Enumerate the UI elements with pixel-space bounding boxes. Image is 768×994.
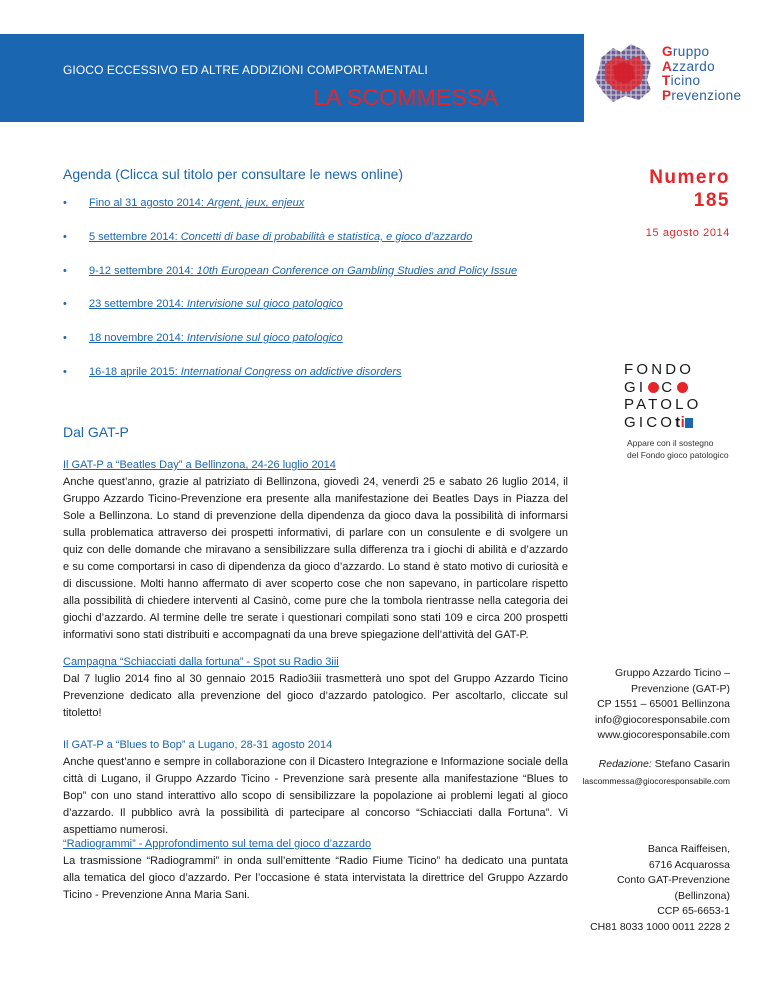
agenda-link[interactable]: Fino al 31 agosto 2014: Argent, jeux, enjeux bbox=[89, 197, 305, 209]
agenda-item bbox=[63, 197, 517, 231]
red-dot-icon bbox=[648, 382, 659, 393]
agenda-item bbox=[63, 231, 517, 265]
contact-email[interactable]: info@giocoresponsabile.com bbox=[595, 713, 730, 726]
article-body: Anche quest’anno, grazie al patriziato di Bellinzona, giovedì 24, venerdì 25 e sabato 26 luglio 2014, il Gruppo Azzardo Ticino-Prevenzione era presente alla manifestazione dei Beatles Days in Piazza del Sole a Bellinzona. Lo stand di prevenzione della dipendenza da gioco dava la possibilità di informarsi sulla problematica attraverso dei prospetti informativi, di parlare con un consulente e di svolgere un quiz con delle domande che miravano a sensibilizzare sulla differenza tra i giochi di abilità e d’azzardo e su come comportarsi in caso di dipendenza da gioco d’azzardo. Lo stand è stato motivo di curiosità e di discussione. Molti hanno affermato di aver scoperto cose che non sapevano, in particolare rispetto alla possibilità di chiedere interventi al Casinò, come pure che la tombola rientrasse nella categoria dei giochi d’azzardo. Al termine delle tre serate i questionari compilati sono stati 109 e circa 200 prospetti informativi sono stati distribuiti e accompagnati da una breve spiegazione dell’attività del GAT-P. bbox=[63, 476, 568, 641]
logo-line: Prevenzione bbox=[662, 87, 742, 103]
fondo-caption: Appare con il sostegno del Fondo gioco patologico bbox=[627, 438, 729, 460]
section-heading: Dal GAT-P bbox=[63, 424, 129, 440]
bullet: • bbox=[63, 264, 67, 277]
issue-value: 185 bbox=[693, 190, 730, 211]
article-title-link[interactable]: “Radiogrammi” - Approfondimento sul tema del gioco d’azzardo bbox=[63, 838, 372, 850]
agenda-list bbox=[63, 197, 517, 400]
logo-line: Azzardo bbox=[662, 58, 716, 74]
issue-label: Numero bbox=[649, 167, 730, 188]
gatp-logo-icon bbox=[591, 40, 655, 104]
bullet: • bbox=[63, 332, 67, 345]
article-body: Dal 7 luglio 2014 fino al 30 gennaio 2015 Radio3iii trasmetterà uno spot del Gruppo Azzardo Ticino Prevenzione dedicato alla prevenzione del gioco d’azzardo patologico. Per ascoltarlo, cliccate sul titoletto! bbox=[63, 673, 568, 719]
contact-block: Gruppo Azzardo Ticino – Prevenzione (GAT-P) CP 1551 – 65001 Bellinzona info@giocoresponsabile.com www.giocoresponsabile.com bbox=[560, 666, 730, 744]
redazione-email[interactable]: lascommessa@giocoresponsabile.com bbox=[582, 776, 730, 786]
agenda-link[interactable]: 18 novembre 2014: Intervisione sul gioco patologico bbox=[89, 332, 343, 345]
gatp-logo-text bbox=[662, 45, 741, 103]
agenda-link[interactable]: 5 settembre 2014: Concetti di base di probabilità e statistica, e gioco d’azzardo bbox=[89, 230, 473, 243]
article-title-link[interactable]: Campagna “Schiacciati dalla fortuna” - Spot su Radio 3iii bbox=[63, 656, 339, 668]
agenda-item bbox=[63, 265, 517, 299]
agenda-link[interactable]: 9-12 settembre 2014: 10th European Conference on Gambling Studies and Policy Issue bbox=[89, 264, 518, 277]
ticino-shield-icon bbox=[685, 418, 693, 428]
fondo-gioco-logo: FONDO GI C PATOLO GICOti bbox=[624, 361, 702, 431]
agenda-link[interactable]: 16-18 aprile 2015: International Congress on addictive disorders bbox=[89, 365, 402, 378]
bank-details: Banca Raiffeisen, 6716 Acquarossa Conto GAT-Prevenzione (Bellinzona) CCP 65-6653-1 CH81 8033 1000 0011 2228 2 bbox=[590, 843, 730, 933]
agenda-heading: Agenda (Clicca sul titolo per consultare le news online) bbox=[63, 166, 404, 182]
bullet: • bbox=[63, 197, 67, 209]
red-dot-icon bbox=[677, 382, 688, 393]
article-beatles-day bbox=[63, 457, 568, 644]
bullet: • bbox=[63, 230, 67, 243]
article-blues-to-bop bbox=[63, 737, 568, 839]
agenda-item bbox=[63, 332, 517, 366]
article-title: Il GAT-P a “Blues to Bop” a Lugano, 28-31 agosto 2014 bbox=[63, 739, 333, 751]
contact-website[interactable]: www.giocoresponsabile.com bbox=[597, 729, 730, 741]
bullet: • bbox=[63, 365, 67, 378]
article-title-link[interactable]: Il GAT-P a “Beatles Day” a Bellinzona, 24-26 luglio 2014 bbox=[63, 459, 336, 471]
article-radio-spot bbox=[63, 654, 568, 722]
article-body: Anche quest’anno e sempre in collaborazione con il Dicastero Integrazione e Informazione sociale della città di Lugano, il Gruppo Azzardo Ticino - Prevenzione sarà presente alla manifestazione “Blues to Bop” con uno stand interattivo allo scopo di sensibilizzare la popolazione ai problemi legati al gioco d’azzardo. Il pubblico avrà la possibilità di partecipare al concorso “Schiacciati dalla Fortuna”. Vi aspettiamo numerosi. bbox=[63, 756, 568, 836]
newsletter-title: LA SCOMMESSA bbox=[313, 84, 499, 110]
agenda-item bbox=[63, 298, 517, 332]
logo-line: Ticino bbox=[662, 73, 701, 88]
agenda-link[interactable]: 23 settembre 2014: Intervisione sul gioco patologico bbox=[89, 298, 343, 311]
issue-number bbox=[560, 166, 730, 212]
logo-line: Gruppo bbox=[662, 44, 710, 59]
redazione: Redazione: Stefano Casarin bbox=[598, 758, 730, 770]
agenda-item bbox=[63, 366, 517, 400]
article-radiogrammi bbox=[63, 836, 568, 904]
newsletter-subtitle: GIOCO ECCESSIVO ED ALTRE ADDIZIONI COMPORTAMENTALI bbox=[63, 63, 428, 77]
issue-date: 15 agosto 2014 bbox=[645, 227, 730, 239]
article-body: La trasmissione “Radiogrammi” in onda sull’emittente “Radio Fiume Ticino” ha dedicato una puntata alla tematica del gioco d’azzardo. Per l’occasione é stata intervistata la direttrice del Gruppo Azzardo Ticino - Prevenzione Anna Maria Sani. bbox=[63, 855, 568, 901]
bullet: • bbox=[63, 298, 67, 311]
